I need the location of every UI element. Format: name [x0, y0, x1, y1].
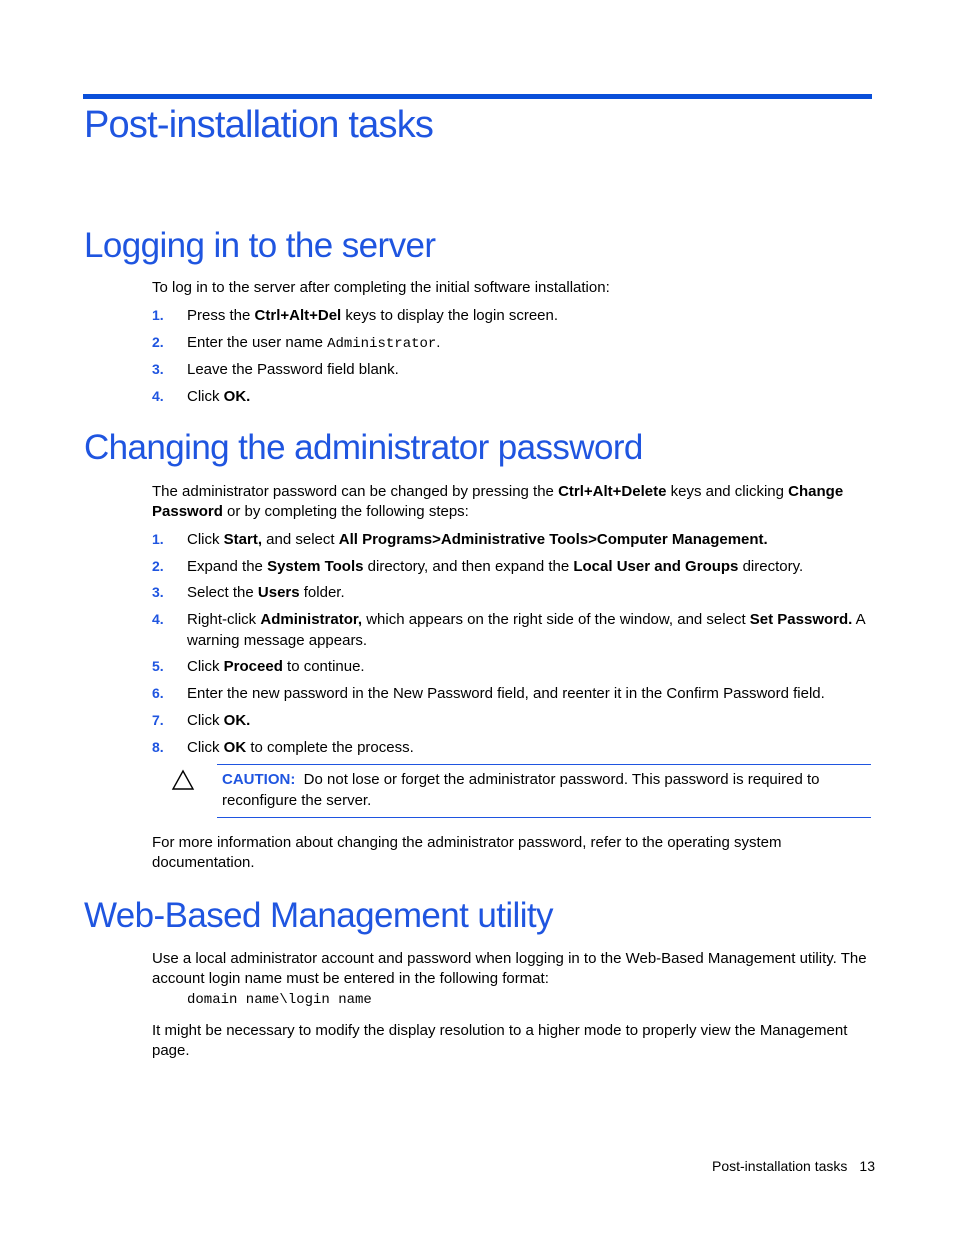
section-heading-changing: Changing the administrator password: [84, 428, 643, 467]
web-paragraph-1: Use a local administrator account and password when logging in to the Web-Based Management utility. The account login name must be entered in the following format:: [152, 950, 867, 987]
step-number: 7.: [152, 712, 164, 728]
step-number: 2.: [152, 334, 164, 350]
chapter-rule: [83, 94, 872, 99]
page-footer: [712, 1158, 875, 1174]
section-heading-web: Web-Based Management utility: [84, 896, 553, 935]
step-number: 4.: [152, 388, 164, 404]
caution-triangle-icon: [171, 769, 195, 791]
list-item: 6. Enter the new password in the New Password field, and reenter it in the Confirm Password field.: [152, 685, 825, 702]
footer-section: Post-installation tasks: [712, 1158, 848, 1174]
list-item: 2. Expand the System Tools directory, and then expand the Local User and Groups directory.: [152, 558, 804, 575]
caution-box: [217, 764, 871, 818]
changing-intro: The administrator password can be changed by pressing the Ctrl+Alt+Delete keys and clicking Change Password or by completing the following steps:: [152, 483, 844, 520]
chapter-title: Post-installation tasks: [84, 104, 434, 146]
list-item: 3. Leave the Password field blank.: [152, 361, 399, 378]
list-item: 4. Click OK.: [152, 388, 251, 405]
step-number: 8.: [152, 739, 164, 755]
logging-intro: To log in to the server after completing the initial software installation:: [152, 279, 610, 296]
list-item: 2. Enter the user name Administrator.: [152, 334, 441, 352]
list-item: 4. Right-click Administrator, which appears on the right side of the window, and select Set Password. A warning message appears.: [152, 611, 865, 649]
step-number: 5.: [152, 658, 164, 674]
list-item: 3. Select the Users folder.: [152, 584, 345, 601]
page-number: 13: [859, 1158, 875, 1174]
list-item: 5. Click Proceed to continue.: [152, 658, 365, 675]
step-number: 3.: [152, 361, 164, 377]
step-number: 1.: [152, 307, 164, 323]
web-paragraph-2: It might be necessary to modify the display resolution to a higher mode to properly view the Management page.: [152, 1022, 848, 1059]
step-number: 2.: [152, 558, 164, 574]
login-format-code: domain name\login name: [187, 992, 372, 1008]
step-number: 1.: [152, 531, 164, 547]
step-number: 6.: [152, 685, 164, 701]
step-number: 3.: [152, 584, 164, 600]
more-info-paragraph: For more information about changing the administrator password, refer to the operating system documentation.: [152, 834, 782, 871]
step-number: 4.: [152, 611, 164, 627]
list-item: 7. Click OK.: [152, 712, 251, 729]
list-item: 1. Press the Ctrl+Alt+Del keys to display the login screen.: [152, 307, 559, 324]
list-item: 1. Click Start, and select All Programs>Administrative Tools>Computer Management.: [152, 531, 768, 548]
username-code: Administrator: [327, 336, 437, 352]
section-heading-logging: Logging in to the server: [84, 226, 436, 265]
caution-label: CAUTION:: [222, 771, 296, 788]
caution-text: CAUTION: Do not lose or forget the administrator password. This password is required to reconfigure the server.: [222, 771, 824, 809]
list-item: 8. Click OK to complete the process.: [152, 739, 414, 756]
